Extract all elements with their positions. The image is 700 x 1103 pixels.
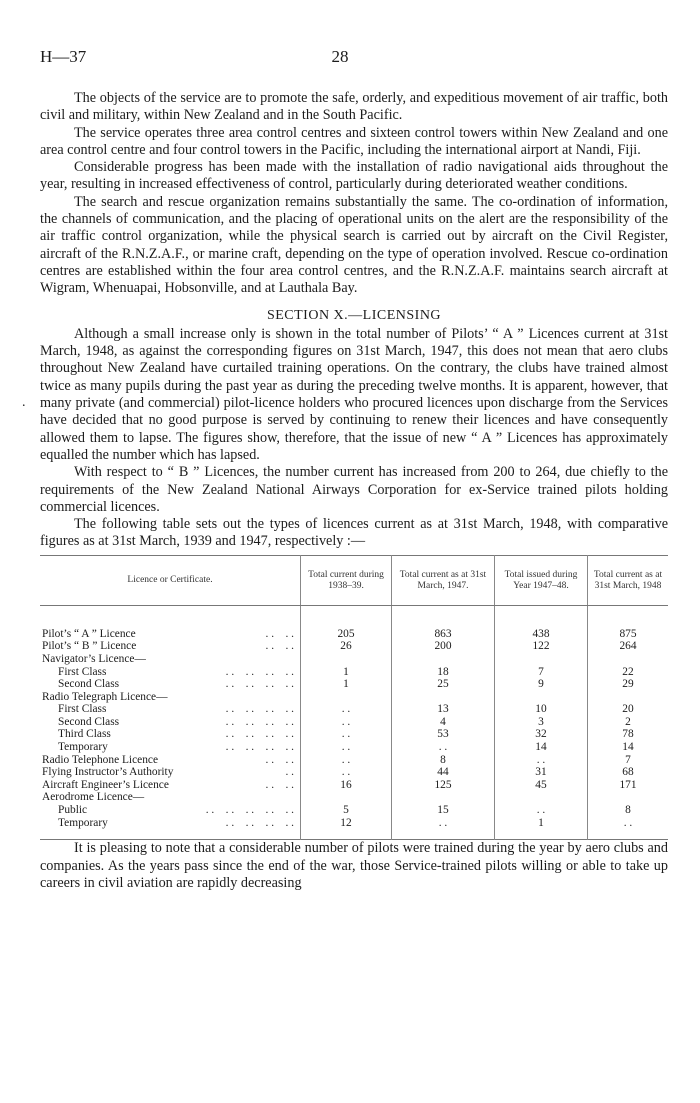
licence-cell: [40, 741, 301, 754]
value-cell: . .: [301, 766, 392, 779]
value-cell: [588, 791, 669, 804]
leader-dots: . . . . . . . .: [225, 678, 294, 691]
intro-section: [40, 90, 668, 298]
licences-table: [40, 555, 668, 841]
paragraph: The objects of the service are to promote the safe, orderly, and expeditious movement of air traffic, both civil and military, within New Zealand and in the South Pacific.: [40, 90, 668, 124]
table-row: [40, 766, 668, 779]
table-row: [40, 741, 668, 754]
value-cell: [495, 791, 588, 804]
value-cell: 14: [588, 741, 669, 754]
paragraph: Considerable progress has been made with the installation of radio navigational aids throughout the year, resulting in increased effectiveness of control, particularly during deteriorated weather conditions.: [40, 159, 668, 193]
leader-dots: . . . .: [265, 627, 294, 640]
value-cell: [495, 653, 588, 666]
licence-cell: [40, 678, 301, 691]
table-row: [40, 791, 668, 804]
value-cell: 264: [588, 640, 669, 653]
value-cell: 863: [392, 628, 495, 641]
value-cell: . .: [495, 804, 588, 817]
table-row: [40, 703, 668, 716]
value-cell: [301, 791, 392, 804]
value-cell: [301, 691, 392, 704]
table-row: [40, 804, 668, 817]
value-cell: [588, 653, 669, 666]
value-cell: 122: [495, 640, 588, 653]
value-cell: . .: [301, 741, 392, 754]
table-row: [40, 653, 668, 666]
table-row: [40, 754, 668, 767]
column-header-1948: Total current as at 31st March, 1948: [588, 555, 669, 605]
table-row: [40, 779, 668, 792]
licence-cell: [40, 628, 301, 641]
licence-label: Temporary: [58, 816, 108, 829]
licence-label: Third Class: [58, 728, 111, 741]
value-cell: 1: [495, 817, 588, 840]
column-header-issued-1947-48: Total issued during Year 1947–48.: [495, 555, 588, 605]
table-row: [40, 716, 668, 729]
value-cell: 26: [301, 640, 392, 653]
value-cell: 25: [392, 678, 495, 691]
value-cell: 10: [495, 703, 588, 716]
table-row: [40, 640, 668, 653]
paragraph: With respect to “ B ” Licences, the number current has increased from 200 to 264, due chiefly to the requirements of the New Zealand National Airways Corporation for ex-Service trained pilots holding commercial licences.: [40, 464, 668, 515]
table-row: [40, 691, 668, 704]
column-header-1938-39: Total current during 1938–39.: [301, 555, 392, 605]
value-cell: . .: [495, 754, 588, 767]
value-cell: 200: [392, 640, 495, 653]
paragraph: Although a small increase only is shown in the total number of Pilots’ “ A ” Licences current at 31st March, 1948, as against the corresponding figures on 31st March, 1947, this does not mean that aero clubs throughout New Zealand have curtailed training operations. On the contrary, the clubs have trained almost twice as many pupils during the past year as during the preceding twelve months. It is apparent, however, that many private (and commercial) pilot-licence holders who procured licences upon discharge from the Services have decided that no good purpose is served by continuing to renew their licences and have consequently allowed them to lapse. The figures show, therefore, that the issue of new “ A ” Licences has approximately equalled the number which has lapsed.: [40, 325, 668, 463]
leader-dots: . . . . . . . .: [225, 728, 294, 741]
licence-cell: [40, 754, 301, 767]
value-cell: . .: [588, 817, 669, 840]
table-spacer-row: [40, 605, 668, 628]
licence-cell: [40, 703, 301, 716]
licence-label: Radio Telephone Licence: [42, 753, 159, 766]
leader-dots: . . . . . . . .: [225, 715, 294, 728]
table-row: [40, 678, 668, 691]
table-row: [40, 728, 668, 741]
column-header-licence: Licence or Certificate.: [40, 555, 301, 605]
leader-dots: . .: [285, 766, 294, 779]
value-cell: . .: [301, 716, 392, 729]
value-cell: 18: [392, 666, 495, 679]
table-row: [40, 817, 668, 840]
value-cell: 2: [588, 716, 669, 729]
value-cell: [392, 691, 495, 704]
value-cell: 5: [301, 804, 392, 817]
value-cell: 1: [301, 666, 392, 679]
value-cell: 438: [495, 628, 588, 641]
value-cell: 125: [392, 779, 495, 792]
value-cell: . .: [392, 817, 495, 840]
paragraph: The search and rescue organization remains substantially the same. The co-ordination of information, the channels of communication, and the placing of operational units on the alert are the responsibility of the air traffic control organization, while the physical search is carried out by aircraft on the Civil Register, aircraft of the R.N.Z.A.F., or marine craft, depending on the type of operation involved. Rescue co-ordination centres are established within the four area control centres, and the R.N.Z.A.F. maintains search aircraft at Wigram, Whenuapai, Hobsonville, and at Lauthala Bay.: [40, 193, 668, 297]
leader-dots: . . . . . . . .: [225, 741, 294, 754]
leader-dots: . . . . . . . .: [225, 816, 294, 829]
leader-dots: . . . .: [265, 753, 294, 766]
licence-label: Second Class: [58, 678, 120, 691]
column-header-1947: Total current as at 31st March, 1947.: [392, 555, 495, 605]
table-body: [40, 605, 668, 840]
value-cell: 32: [495, 728, 588, 741]
value-cell: 9: [495, 678, 588, 691]
licence-label: Radio Telegraph Licence—: [42, 690, 168, 703]
value-cell: 31: [495, 766, 588, 779]
licence-label: Public: [58, 804, 88, 817]
page-number: 28: [331, 47, 349, 66]
value-cell: [588, 691, 669, 704]
section-title: SECTION X.—LICENSING: [266, 307, 442, 323]
value-cell: 22: [588, 666, 669, 679]
licence-label: Second Class: [58, 715, 120, 728]
value-cell: 7: [588, 754, 669, 767]
value-cell: 13: [392, 703, 495, 716]
leader-dots: . . . . . . . .: [225, 665, 294, 678]
paragraph: The following table sets out the types of licences current as at 31st March, 1948, with comparative figures as at 31st March, 1939 and 1947, respectively :—: [40, 516, 668, 550]
value-cell: . .: [301, 703, 392, 716]
value-cell: 12: [301, 817, 392, 840]
value-cell: 78: [588, 728, 669, 741]
value-cell: 171: [588, 779, 669, 792]
value-cell: 205: [301, 628, 392, 641]
value-cell: 1: [301, 678, 392, 691]
licence-cell: [40, 691, 301, 704]
licence-cell: [40, 640, 301, 653]
licence-label: Temporary: [58, 741, 108, 754]
value-cell: 15: [392, 804, 495, 817]
document-reference: H—37: [40, 47, 87, 66]
value-cell: 3: [495, 716, 588, 729]
page-body: [22, 90, 668, 892]
value-cell: 29: [588, 678, 669, 691]
licence-label: Navigator’s Licence—: [42, 652, 146, 665]
licence-label: Aircraft Engineer’s Licence: [42, 778, 169, 791]
value-cell: 68: [588, 766, 669, 779]
table-row: [40, 628, 668, 641]
value-cell: . .: [301, 728, 392, 741]
licence-cell: [40, 666, 301, 679]
licence-label: Flying Instructor’s Authority: [42, 766, 174, 779]
value-cell: [495, 691, 588, 704]
table-header-row: [40, 555, 668, 605]
page-header: [40, 47, 670, 67]
licence-label: Pilot’s “ A ” Licence: [42, 627, 136, 640]
leader-dots: . . . .: [265, 640, 294, 653]
value-cell: [301, 653, 392, 666]
licence-cell: [40, 779, 301, 792]
licence-label: Aerodrome Licence—: [42, 791, 145, 804]
licensing-section: [22, 325, 668, 551]
value-cell: . .: [392, 741, 495, 754]
licence-cell: [40, 728, 301, 741]
value-cell: 875: [588, 628, 669, 641]
value-cell: [392, 791, 495, 804]
licence-label: First Class: [58, 703, 107, 716]
leader-dots: . . . . . . . .: [225, 703, 294, 716]
licence-cell: [40, 791, 301, 804]
value-cell: 14: [495, 741, 588, 754]
table-row: [40, 666, 668, 679]
licence-cell: [40, 653, 301, 666]
value-cell: 4: [392, 716, 495, 729]
value-cell: 20: [588, 703, 669, 716]
licence-label: Pilot’s “ B ” Licence: [42, 640, 137, 653]
licence-cell: [40, 817, 301, 840]
licence-cell: [40, 766, 301, 779]
value-cell: [392, 653, 495, 666]
value-cell: 7: [495, 666, 588, 679]
value-cell: 45: [495, 779, 588, 792]
licence-label: First Class: [58, 665, 107, 678]
value-cell: 16: [301, 779, 392, 792]
paragraph: The service operates three area control centres and sixteen control towers within New Zealand and one area control centre and four control towers in the Pacific, including the international airport at Nandi, Fiji.: [40, 124, 668, 158]
leader-dots: . . . . . . . . . .: [205, 804, 294, 817]
licence-cell: [40, 716, 301, 729]
licence-cell: [40, 804, 301, 817]
margin-mark: .: [22, 394, 26, 410]
value-cell: 53: [392, 728, 495, 741]
closing-paragraph: It is pleasing to note that a considerable number of pilots were trained during the year by aero clubs and companies. As the years pass since the end of the war, those Service-trained pilots willing or able to take up careers in civil aviation are rapidly decreasing: [40, 840, 668, 891]
value-cell: 8: [588, 804, 669, 817]
value-cell: . .: [301, 754, 392, 767]
leader-dots: . . . .: [265, 778, 294, 791]
value-cell: 44: [392, 766, 495, 779]
value-cell: 8: [392, 754, 495, 767]
